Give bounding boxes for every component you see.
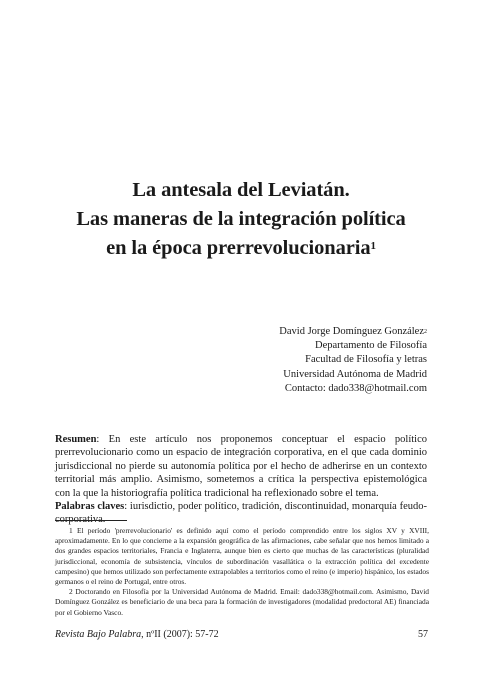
footnote-1: 1 El período 'prerrevolucionario' es definido aquí como el período comprendido entre los siglos XV y XVIII, aproximadamente. En lo que concierne a la expansión geográfica de las afirmaciones, cabe señalar que nos hemos limitado a dos grandes espacios territoriales, Francia e Inglaterra, aunque bien es cierto que muchas de las características (pluralidad jurisdiccional, economía de subsistencia, vínculos de subordinación vasallática o la extracción política del excedente campesino) que hemos utilizado son perfectamente extrapolables a territorios como el reino (e imperio) hispánico, los estados germanos o el reino de Portugal, entre otros. bbox=[55, 526, 429, 587]
author-name: David Jorge Domínguez González bbox=[279, 326, 424, 337]
keywords-label: Palabras claves bbox=[55, 501, 125, 513]
title-line-3-text: en la época prerrevolucionaria bbox=[106, 237, 371, 259]
author-university: Universidad Autónoma de Madrid bbox=[283, 368, 427, 380]
abstract-paragraph bbox=[55, 433, 427, 500]
footnote-2: 2 Doctorando en Filosofía por la Universidad Autónoma de Madrid. Email: dado338@hotmail.com. Asimismo, David Domínguez González es beneficiario de una beca para la formación de investigadores (modalidad predoctoral AE) financiada por el Gobierno Vasco. bbox=[55, 587, 429, 617]
title-line-3 bbox=[40, 234, 442, 263]
title-footnote-mark: 1 bbox=[370, 240, 376, 252]
footnote-divider bbox=[55, 520, 127, 521]
keywords-text: : iurisdictio, poder político, tradición, discontinuidad, monarquía feudo-corporativa. bbox=[55, 501, 427, 526]
title-line-1: La antesala del Leviatán. bbox=[132, 179, 350, 201]
abstract-label: Resumen bbox=[55, 434, 97, 445]
keywords-paragraph bbox=[55, 500, 427, 527]
abstract-block bbox=[55, 433, 427, 527]
journal-citation bbox=[55, 629, 219, 640]
author-contact: Contacto: dado338@hotmail.com bbox=[284, 382, 427, 394]
author-faculty: Facultad de Filosofía y letras bbox=[305, 354, 427, 366]
page-footer bbox=[55, 629, 428, 640]
author-department: Departamento de Filosofía bbox=[315, 340, 427, 352]
author-block bbox=[279, 325, 427, 396]
page-number: 57 bbox=[418, 629, 428, 640]
abstract-text: : En este artículo nos proponemos conceptuar el espacio político prerrevolucionario como un espacio de integración corporativa, en el que cada dominio jurisdiccional no pierde su autonomía política por el hecho de adherirse en un contexto territorial más amplio. Asimismo, sometemos a crítica la perspectiva epistemológica con la que la historiografía política tradicional ha reflexionado sobre el tema. bbox=[55, 434, 427, 499]
title-line-2: Las maneras de la integración política bbox=[76, 208, 406, 230]
journal-issue: , nºII (2007): 57-72 bbox=[141, 629, 219, 640]
article-title bbox=[40, 176, 442, 263]
footnotes-block bbox=[55, 526, 429, 618]
author-name-line bbox=[279, 325, 427, 339]
journal-name: Revista Bajo Palabra bbox=[55, 629, 142, 640]
author-footnote-mark: 2 bbox=[424, 329, 427, 335]
